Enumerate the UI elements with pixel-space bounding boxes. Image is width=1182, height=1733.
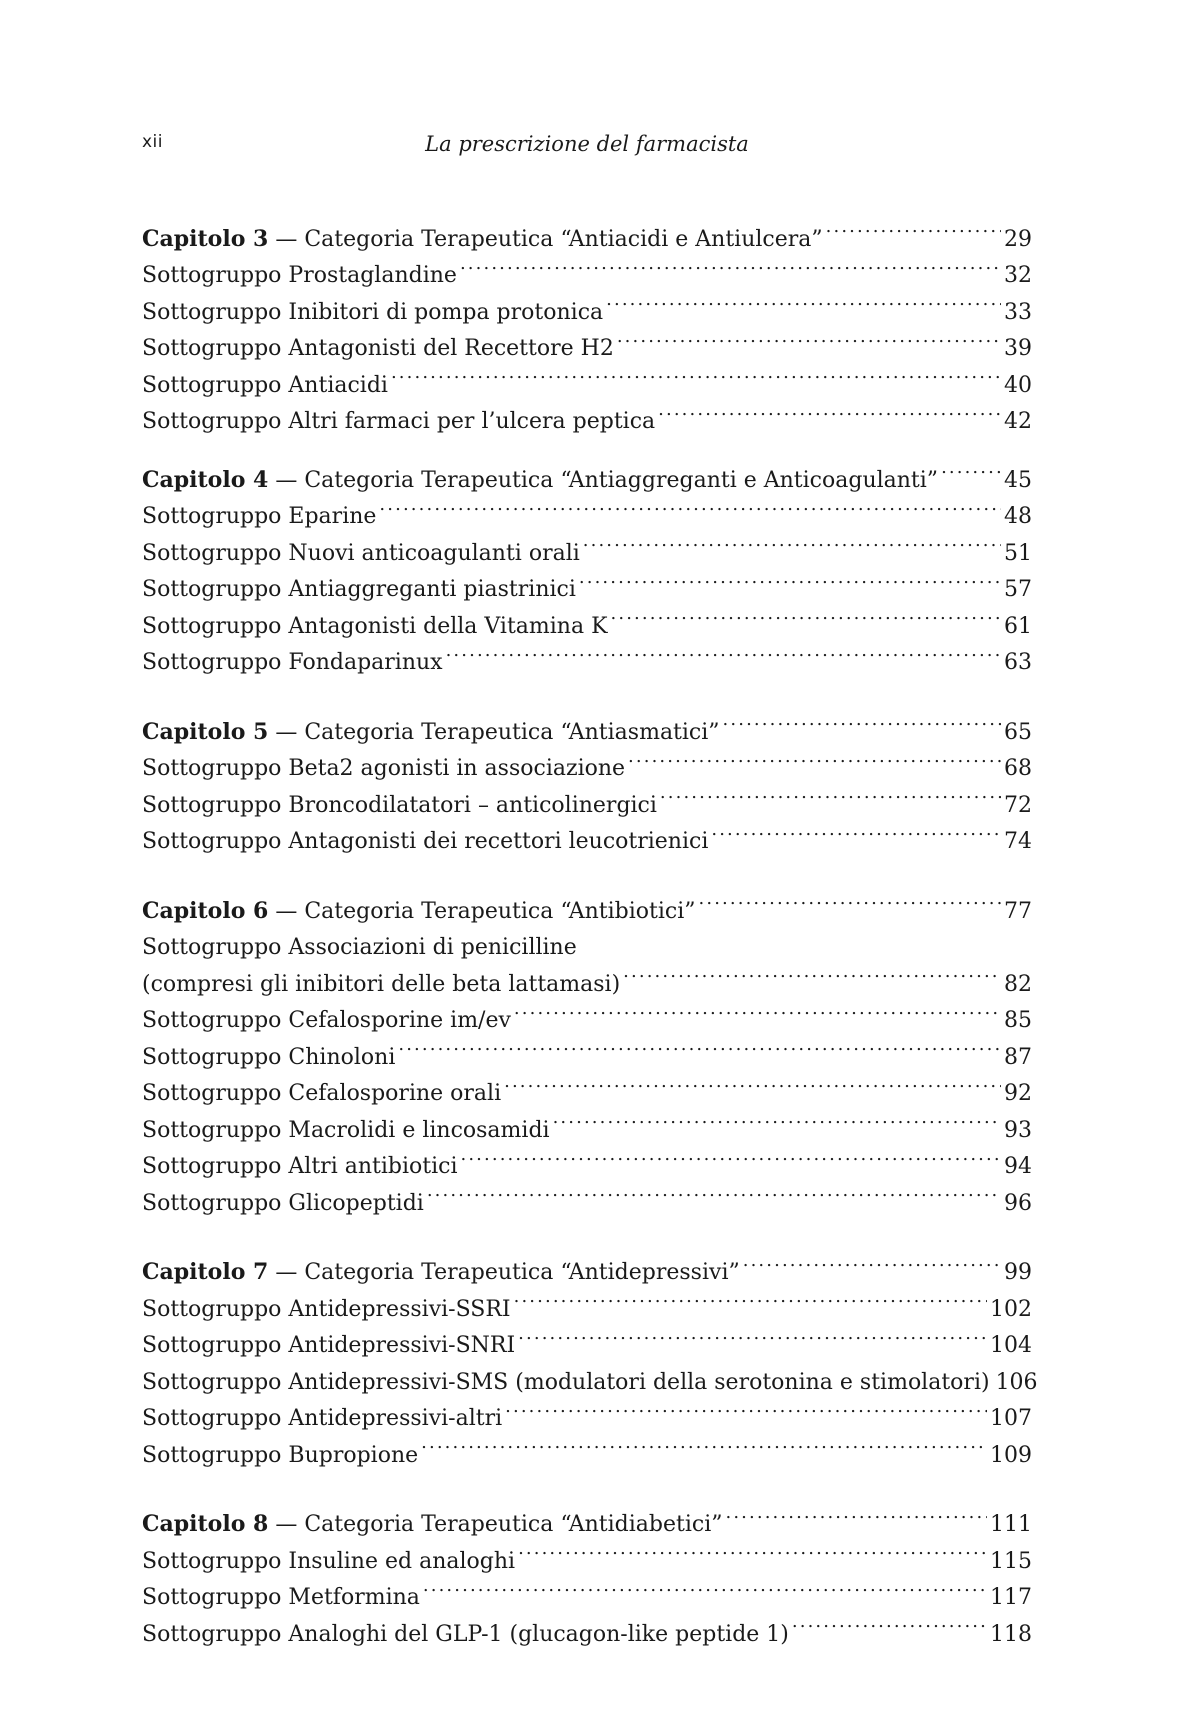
toc-entry-label xyxy=(142,1617,789,1654)
toc-page-number: 40 xyxy=(1004,372,1032,398)
entry-title: Sottogruppo Antiaggreganti piastrinici xyxy=(142,577,576,602)
toc-page-number: 51 xyxy=(1004,540,1032,566)
dot-leader xyxy=(427,1173,1001,1210)
dot-leader xyxy=(505,1389,987,1426)
toc-page-number: 118 xyxy=(990,1621,1032,1647)
toc-page-number: 104 xyxy=(990,1333,1032,1358)
dot-leader xyxy=(699,881,1001,918)
toc-entry-label xyxy=(142,368,388,405)
entry-title: Sottogruppo Fondaparinux xyxy=(142,650,443,675)
dot-leader xyxy=(391,355,1001,392)
dot-leader xyxy=(941,450,1001,487)
entry-title: — Categoria Terapeutica “Antiasmatici” xyxy=(268,719,720,745)
dot-leader xyxy=(379,487,1001,524)
toc-entry-label xyxy=(142,499,376,536)
dot-leader xyxy=(583,523,1001,560)
toc-entry-label xyxy=(142,404,655,441)
toc-chapter-entry xyxy=(142,881,1032,924)
toc-page-number: 102 xyxy=(990,1296,1032,1322)
toc-page-number: 74 xyxy=(1004,829,1032,854)
dot-leader xyxy=(606,282,1001,319)
toc-entry-label xyxy=(142,1328,515,1365)
entry-title: Sottogruppo Chinoloni xyxy=(142,1044,396,1070)
dot-leader xyxy=(514,1279,987,1316)
entry-title: Sottogruppo Antidepressivi-SMS (modulatori della serotonina e stimolatori) xyxy=(142,1369,990,1395)
entry-title: Sottogruppo Antidepressivi-altri xyxy=(142,1406,503,1431)
toc-entry-label xyxy=(142,1292,511,1329)
chapter-number: Capitolo 5 xyxy=(142,718,269,745)
toc-page-number: 117 xyxy=(990,1585,1032,1610)
toc-page-number: 48 xyxy=(1004,504,1032,529)
toc-entry-label xyxy=(142,1186,424,1223)
toc-entry-label xyxy=(142,1580,420,1617)
dot-leader xyxy=(446,633,1001,670)
toc-page-number: 93 xyxy=(1004,1117,1032,1143)
toc-page-number: 77 xyxy=(1004,898,1032,924)
toc-entry-label xyxy=(142,1040,395,1077)
toc-page-number: 115 xyxy=(990,1548,1032,1574)
toc-section xyxy=(142,1495,1032,1647)
dot-leader xyxy=(726,1495,988,1532)
toc-page-number: 68 xyxy=(1004,756,1032,781)
dot-leader xyxy=(617,319,1001,356)
entry-title: Sottogruppo Nuovi anticoagulanti orali xyxy=(142,540,580,566)
toc-section xyxy=(142,702,1032,854)
chapter-number: Capitolo 4 xyxy=(142,466,269,493)
entry-title: (compresi gli inibitori delle beta lattamasi) xyxy=(142,971,621,997)
entry-title: — Categoria Terapeutica “Antibiotici” xyxy=(268,898,696,924)
dot-leader xyxy=(461,1137,1002,1174)
entry-title: Sottogruppo Analoghi del GLP-1 (glucagon-like peptide 1) xyxy=(142,1621,789,1647)
toc-page-number: 99 xyxy=(1004,1260,1032,1285)
toc-page-number: 92 xyxy=(1004,1081,1032,1106)
dot-leader xyxy=(518,1531,987,1568)
entry-title: Sottogruppo Antagonisti del Recettore H2 xyxy=(142,336,614,361)
chapter-number: Capitolo 6 xyxy=(142,897,269,924)
toc-page-number: 85 xyxy=(1004,1008,1032,1033)
dot-leader xyxy=(518,1316,987,1353)
toc-page-number: 94 xyxy=(1004,1154,1032,1179)
toc-chapter-entry xyxy=(142,1243,1032,1285)
dot-leader xyxy=(660,775,1001,812)
dot-leader xyxy=(723,702,1001,739)
toc-entry-label xyxy=(142,824,708,861)
toc-page-number: 32 xyxy=(1004,263,1032,288)
page-header xyxy=(142,132,1032,162)
dot-leader xyxy=(398,1027,1001,1064)
dot-leader xyxy=(553,1100,1001,1137)
toc-page-number: 82 xyxy=(1004,971,1032,997)
dot-leader xyxy=(504,1064,1001,1101)
toc-page-number: 65 xyxy=(1004,719,1032,745)
toc-entry-label xyxy=(142,1438,418,1475)
toc-entry-label xyxy=(142,258,457,295)
toc-page-number: 63 xyxy=(1004,650,1032,675)
toc-page-number: 72 xyxy=(1004,792,1032,818)
toc-entry-label xyxy=(142,645,443,682)
toc-page-number: 29 xyxy=(1004,226,1032,252)
entry-title: Sottogruppo Glicopeptidi xyxy=(142,1190,424,1216)
entry-title: Sottogruppo Antagonisti della Vitamina K xyxy=(142,613,608,639)
dot-leader xyxy=(514,991,1001,1028)
entry-title: Sottogruppo Bupropione xyxy=(142,1442,419,1468)
toc-entry-label xyxy=(142,572,576,609)
toc-page-number: 107 xyxy=(990,1406,1032,1431)
entry-title: Sottogruppo Prostaglandine xyxy=(142,263,457,288)
toc-page-number: 109 xyxy=(990,1442,1032,1468)
toc-page-number: 96 xyxy=(1004,1190,1032,1216)
page-number: xii xyxy=(142,132,164,152)
dot-leader xyxy=(423,1568,987,1605)
dot-leader xyxy=(826,209,1001,246)
toc-entry-label xyxy=(142,1076,501,1113)
chapter-number: Capitolo 7 xyxy=(142,1259,269,1285)
chapter-number: Capitolo 3 xyxy=(142,225,269,252)
toc-page-number: 106 xyxy=(995,1369,1038,1395)
dot-leader xyxy=(421,1425,987,1462)
toc-page-number: 33 xyxy=(1004,299,1032,325)
toc-entry-label xyxy=(142,1149,458,1186)
entry-title: Sottogruppo Inibitori di pompa protonica xyxy=(142,299,604,325)
entry-title: Sottogruppo Macrolidi e lincosamidi xyxy=(142,1117,550,1143)
running-title: La prescrizione del farmacista xyxy=(425,132,749,156)
chapter-number: Capitolo 8 xyxy=(142,1511,269,1537)
toc-page-number: 42 xyxy=(1004,409,1032,434)
toc-entry-label xyxy=(142,751,625,788)
entry-title: Sottogruppo Broncodilatatori – anticolinergici xyxy=(142,792,657,818)
entry-title: Sottogruppo Cefalosporine im/ev xyxy=(142,1008,511,1033)
toc-chapter-entry xyxy=(142,1495,1032,1537)
dot-leader xyxy=(711,812,1001,849)
dot-leader xyxy=(460,246,1001,283)
entry-title: Sottogruppo Beta2 agonisti in associazione xyxy=(142,756,626,781)
entry-title: Sottogruppo Associazioni di penicilline xyxy=(142,935,577,960)
entry-title: Sottogruppo Antidepressivi-SNRI xyxy=(142,1333,516,1358)
entry-title: — Categoria Terapeutica “Antiacidi e Antiulcera” xyxy=(268,226,823,252)
toc-chapter-entry xyxy=(142,450,1032,493)
dot-leader xyxy=(623,954,1001,991)
dot-leader xyxy=(792,1604,987,1641)
toc-entry-label xyxy=(142,788,657,825)
toc-page-number: 57 xyxy=(1004,577,1032,602)
entry-title: Sottogruppo Cefalosporine orali xyxy=(142,1081,502,1106)
toc-page-number: 61 xyxy=(1004,613,1032,639)
dot-leader xyxy=(658,392,1001,429)
toc-chapter-entry xyxy=(142,209,1032,252)
entry-title: — Categoria Terapeutica “Antiaggreganti e Anticoagulanti” xyxy=(268,467,939,493)
entry-title: Sottogruppo Antidepressivi-SSRI xyxy=(142,1296,511,1322)
toc-entry-label xyxy=(142,536,580,573)
entry-title: — Categoria Terapeutica “Antidepressivi” xyxy=(268,1260,740,1285)
entry-title: Sottogruppo Altri farmaci per l’ulcera peptica xyxy=(142,409,656,434)
toc-entry-label xyxy=(142,930,577,967)
entry-title: Sottogruppo Antagonisti dei recettori leucotrienici xyxy=(142,829,709,854)
toc-page-number: 111 xyxy=(990,1512,1032,1537)
entry-title: Sottogruppo Metformina xyxy=(142,1585,420,1610)
toc-section xyxy=(142,881,1032,1216)
toc-chapter-entry xyxy=(142,702,1032,745)
dot-leader xyxy=(611,596,1001,633)
toc-section xyxy=(142,1243,1038,1468)
toc-page-number: 45 xyxy=(1004,467,1032,493)
entry-title: — Categoria Terapeutica “Antidiabetici” xyxy=(268,1512,723,1537)
dot-leader xyxy=(580,918,1005,955)
toc-entry-label xyxy=(142,295,603,332)
entry-title: Sottogruppo Altri antibiotici xyxy=(142,1154,458,1179)
toc-page-number: 87 xyxy=(1004,1044,1032,1070)
toc-section xyxy=(142,209,1032,434)
dot-leader xyxy=(628,739,1001,776)
dot-leader xyxy=(579,560,1001,597)
entry-title: Sottogruppo Eparine xyxy=(142,504,377,529)
toc-page-number: 39 xyxy=(1004,336,1032,361)
table-of-contents xyxy=(142,209,1038,1663)
dot-leader xyxy=(743,1243,1001,1280)
toc-section xyxy=(142,450,1032,675)
entry-title: Sottogruppo Insuline ed analoghi xyxy=(142,1548,516,1574)
entry-title: Sottogruppo Antiacidi xyxy=(142,372,388,398)
